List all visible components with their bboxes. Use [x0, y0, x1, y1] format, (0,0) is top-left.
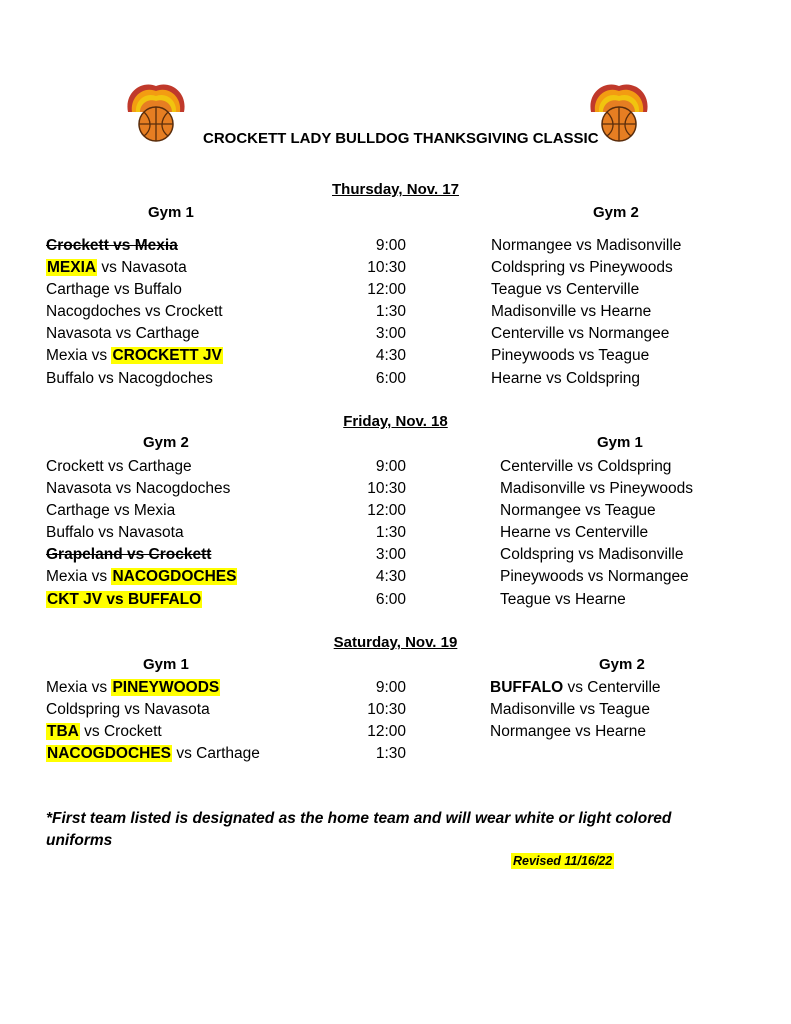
game-text: Madisonville vs Hearne [491, 303, 652, 320]
right-game [500, 523, 648, 543]
day-heading: Friday, Nov. 18 [343, 413, 448, 430]
right-gym-heading: Gym 2 [593, 204, 639, 221]
game-text: vs Centerville [563, 679, 661, 696]
game-time: 1:30 [375, 745, 406, 762]
game-text: Coldspring vs Madisonville [500, 546, 684, 563]
page-title: CROCKETT LADY BULLDOG THANKSGIVING CLASSIC [203, 130, 599, 147]
cancelled-game: Crockett vs Mexia [46, 237, 178, 254]
day-heading: Thursday, Nov. 17 [332, 181, 459, 198]
right-game [491, 302, 651, 322]
game-text: Hearne vs Coldspring [491, 370, 641, 387]
right-game [490, 722, 646, 742]
game-time: 12:00 [367, 281, 406, 298]
game-text: Mexia vs [46, 679, 112, 696]
game-text: Teague vs Hearne [500, 591, 626, 608]
right-game [500, 567, 689, 587]
game-text: Mexia vs [46, 347, 112, 364]
left-gym-heading: Gym 1 [143, 656, 189, 673]
right-game [500, 479, 693, 499]
right-game [491, 236, 681, 256]
game-text: Buffalo vs Navasota [46, 524, 184, 541]
game-text: Madisonville vs Teague [490, 701, 650, 718]
right-game [500, 457, 671, 477]
game-text: Carthage vs Mexia [46, 502, 176, 519]
left-game [46, 700, 210, 720]
game-text: Pineywoods vs Teague [491, 347, 650, 364]
right-game [491, 258, 673, 278]
left-gym-heading: Gym 2 [143, 434, 189, 451]
left-game [46, 258, 187, 278]
right-gym-heading: Gym 1 [597, 434, 643, 451]
revised-label: Revised 11/16/22 [513, 854, 613, 868]
highlighted-team: CKT JV vs BUFFALO [47, 591, 202, 608]
game-text: Coldspring vs Navasota [46, 701, 210, 718]
left-game [46, 523, 184, 543]
highlighted-team: NACOGDOCHES [47, 745, 172, 762]
right-game [500, 590, 626, 610]
highlighted-team: PINEYWOODS [112, 679, 220, 696]
game-time: 9:00 [375, 679, 406, 696]
left-game [46, 280, 182, 300]
left-game [46, 722, 162, 742]
left-game [46, 501, 175, 521]
right-game [491, 369, 640, 389]
revised-badge [511, 852, 614, 870]
left-game [46, 346, 223, 366]
right-game [500, 501, 656, 521]
game-text: Navasota vs Carthage [46, 325, 200, 342]
day-heading: Saturday, Nov. 19 [333, 634, 458, 651]
game-text: vs Crockett [79, 723, 162, 740]
game-time: 4:30 [375, 568, 406, 585]
game-time: 12:00 [367, 723, 406, 740]
right-game [490, 678, 661, 698]
game-time: 12:00 [367, 502, 406, 519]
game-text: Normangee vs Madisonville [491, 237, 682, 254]
left-game [46, 479, 230, 499]
game-text: Crockett vs Carthage [46, 458, 192, 475]
cancelled-game: Grapeland vs Crockett [46, 546, 212, 563]
game-time: 3:00 [375, 546, 406, 563]
game-time: 4:30 [375, 347, 406, 364]
left-game [46, 678, 220, 698]
game-text: Pineywoods vs Normangee [500, 568, 689, 585]
highlighted-team: TBA [47, 723, 79, 740]
game-time: 10:30 [367, 480, 406, 497]
game-text: BUFFALO [490, 679, 564, 696]
game-text: Centerville vs Coldspring [500, 458, 672, 475]
game-time: 1:30 [375, 303, 406, 320]
left-game [46, 236, 178, 256]
game-text: Hearne vs Centerville [500, 524, 649, 541]
footnote: *First team listed is designated as the home team and will wear white or light colored uniforms [46, 810, 672, 849]
game-time: 3:00 [375, 325, 406, 342]
left-game [46, 369, 213, 389]
right-gym-heading: Gym 2 [599, 656, 645, 673]
game-time: 1:30 [375, 524, 406, 541]
right-game [491, 346, 649, 366]
left-game [46, 744, 260, 764]
right-game [491, 280, 639, 300]
turkey-basketball-icon [120, 78, 192, 142]
game-text: Navasota vs Nacogdoches [46, 480, 231, 497]
right-game [491, 324, 669, 344]
game-text: Carthage vs Buffalo [46, 281, 182, 298]
left-game [46, 302, 223, 322]
game-text: Madisonville vs Pineywoods [500, 480, 693, 497]
game-text: Buffalo vs Nacogdoches [46, 370, 213, 387]
game-text: Coldspring vs Pineywoods [491, 259, 673, 276]
game-text: Nacogdoches vs Crockett [46, 303, 223, 320]
right-game [500, 545, 684, 565]
left-game [46, 457, 192, 477]
game-text: Centerville vs Normangee [491, 325, 670, 342]
left-game [46, 567, 237, 587]
game-time: 6:00 [375, 370, 406, 387]
right-game [490, 700, 650, 720]
game-text: vs Carthage [172, 745, 260, 762]
game-time: 10:30 [367, 701, 406, 718]
highlighted-team: MEXIA [47, 259, 97, 276]
game-text: Normangee vs Hearne [490, 723, 646, 740]
highlighted-team: NACOGDOCHES [112, 568, 237, 585]
highlighted-team: CROCKETT JV [112, 347, 222, 364]
left-game [46, 324, 199, 344]
game-time: 9:00 [375, 458, 406, 475]
game-text: Teague vs Centerville [491, 281, 640, 298]
game-text: vs Navasota [97, 259, 187, 276]
game-text: Normangee vs Teague [500, 502, 656, 519]
game-time: 10:30 [367, 259, 406, 276]
left-game [46, 545, 211, 565]
game-time: 6:00 [375, 591, 406, 608]
left-game [46, 590, 202, 610]
game-time: 9:00 [375, 237, 406, 254]
left-gym-heading: Gym 1 [148, 204, 194, 221]
game-text: Mexia vs [46, 568, 112, 585]
